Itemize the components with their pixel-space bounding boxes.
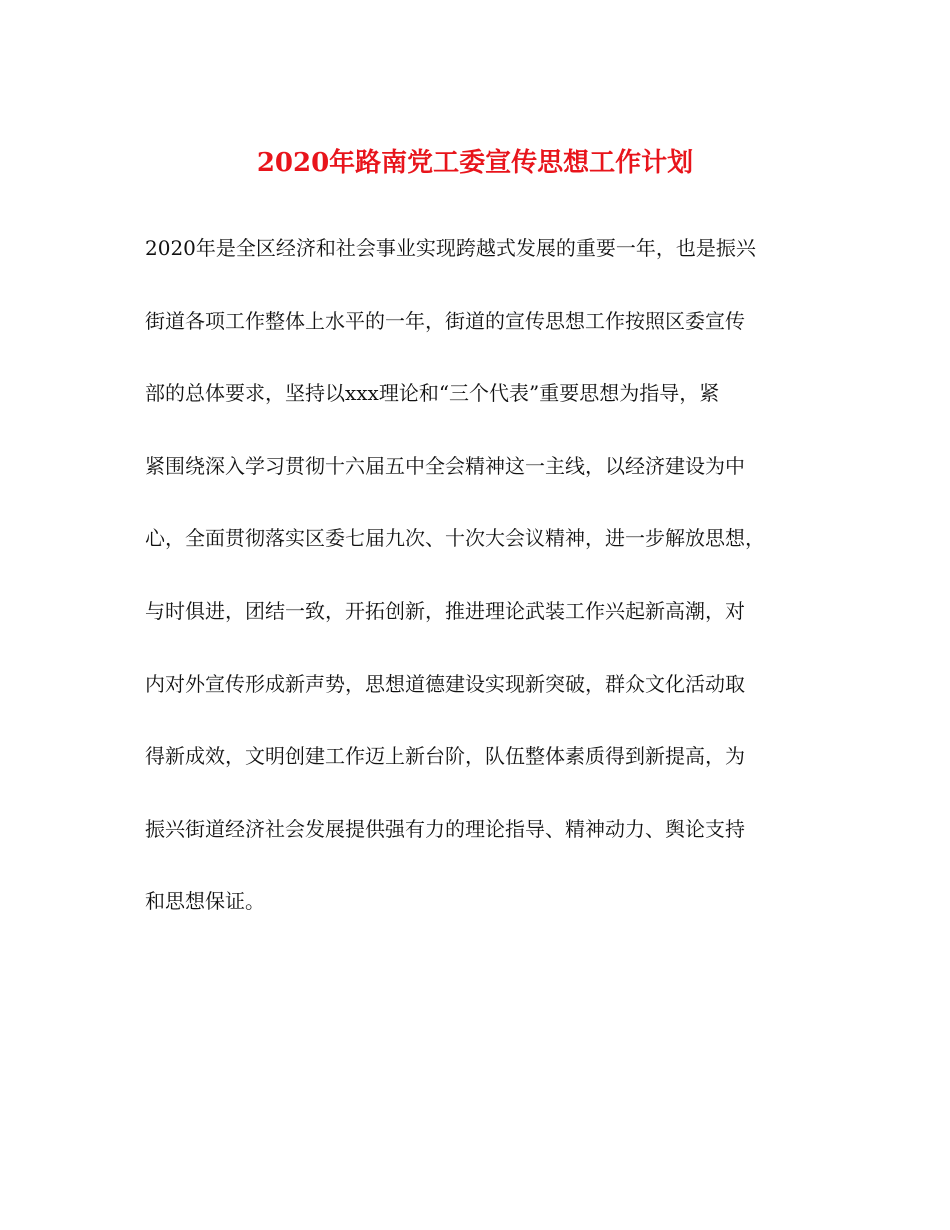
- paragraph-line: 得新成效，文明创建工作迈上新台阶，队伍整体素质得到新提高，为: [145, 744, 745, 769]
- paragraph-line: 2020年是全区经济和社会事业实现跨越式发展的重要一年，也是振兴: [145, 236, 756, 260]
- document-paragraph: [145, 228, 815, 954]
- paragraph-line: 内对外宣传形成新声势，思想道德建设实现新突破，群众文化活动取: [145, 671, 745, 696]
- paragraph-line: 部的总体要求，坚持以xxx理论和“三个代表”重要思想为指导，紧: [145, 381, 720, 406]
- paragraph-line: 与时俱进，团结一致，开拓创新，推进理论武装工作兴起新高潮，对: [145, 598, 745, 623]
- paragraph-line: 心，全面贯彻落实区委七届九次、十次大会议精神，进一步解放思想，: [145, 526, 765, 551]
- paragraph-line: 和思想保证。: [145, 889, 265, 914]
- document-title: 2020年路南党工委宣传思想工作计划: [256, 148, 694, 178]
- paragraph-line: 振兴街道经济社会发展提供强有力的理论指导、精神动力、舆论支持: [145, 816, 745, 841]
- paragraph-line: 街道各项工作整体上水平的一年，街道的宣传思想工作按照区委宣传: [145, 308, 745, 333]
- paragraph-line: 紧围绕深入学习贯彻十六届五中全会精神这一主线，以经济建设为中: [145, 453, 745, 478]
